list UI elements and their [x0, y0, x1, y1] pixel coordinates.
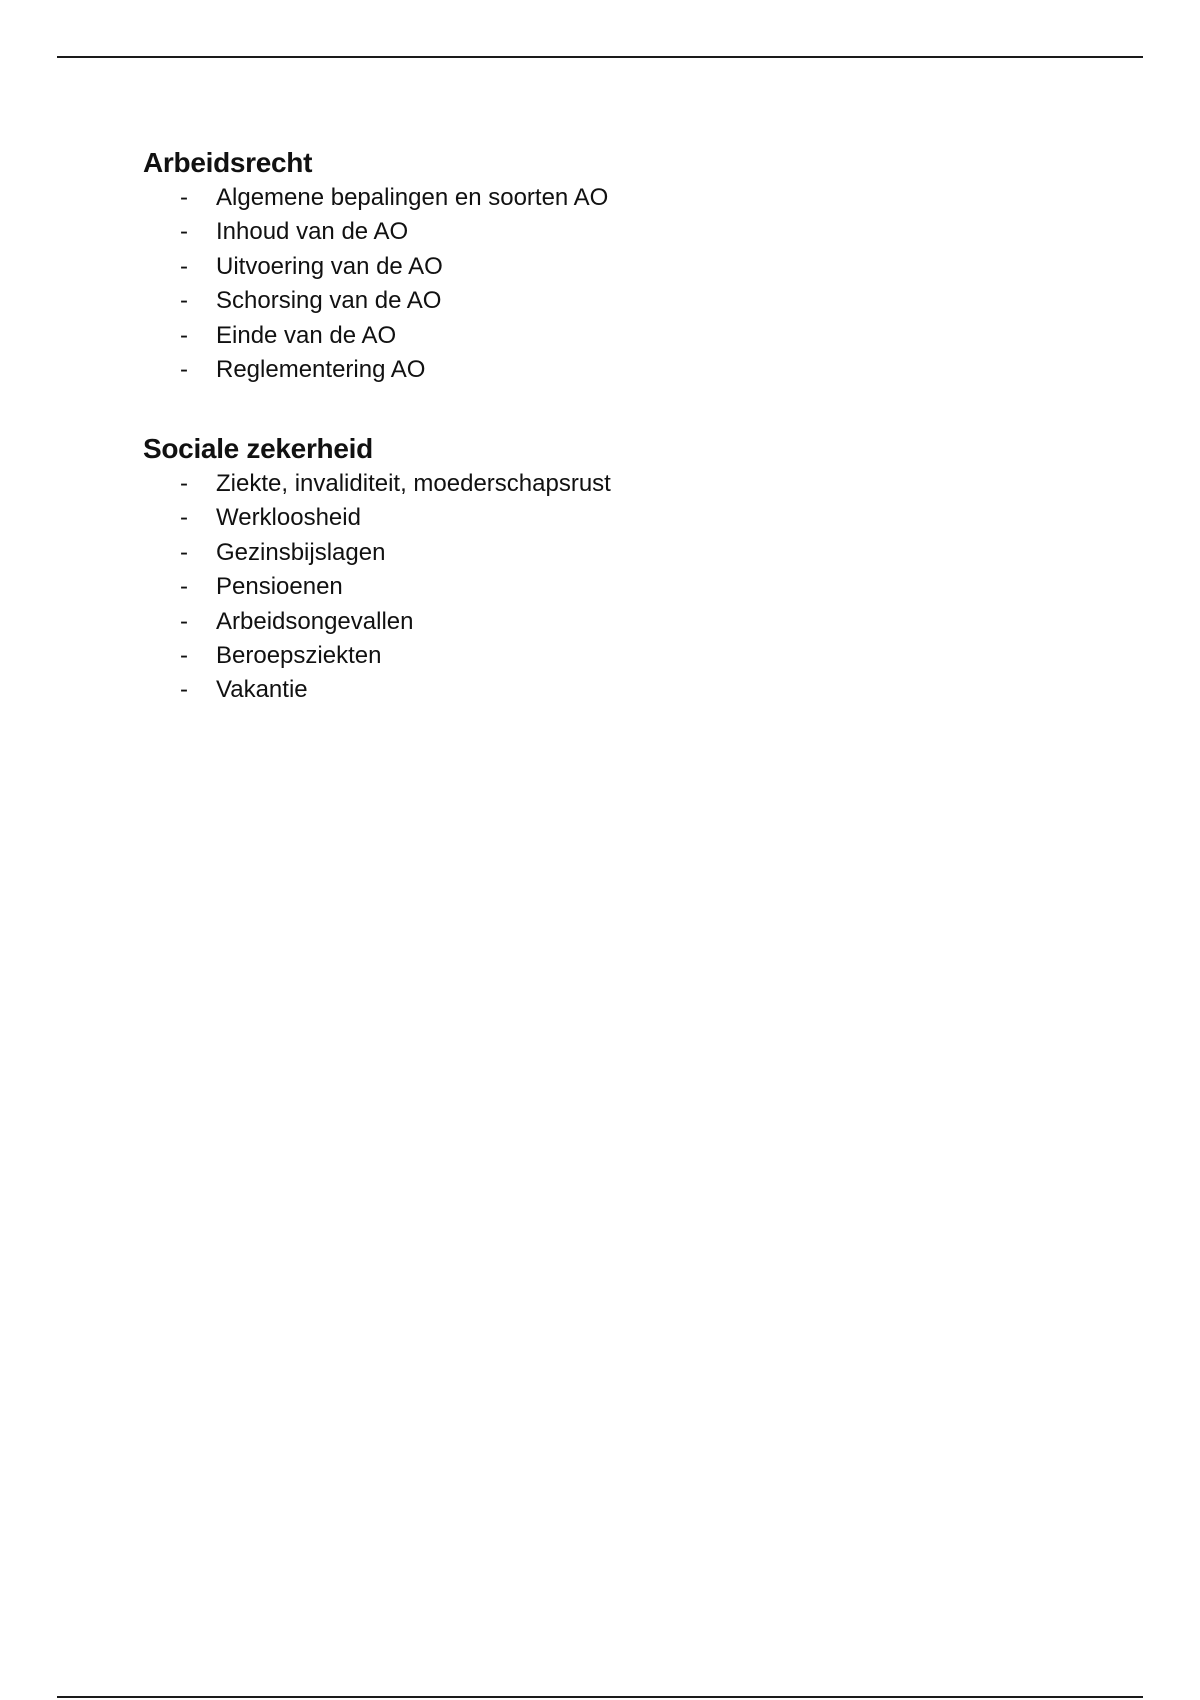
list-item [143, 250, 443, 284]
list-item [143, 467, 611, 501]
list-item [143, 181, 609, 215]
dash-bullet: - [180, 321, 188, 349]
list-item-text: Pensioenen [216, 573, 343, 601]
bottom-rule [57, 1696, 1143, 1698]
dash-bullet: - [180, 355, 188, 383]
dash-bullet: - [180, 538, 188, 566]
section-sociale-zekerheid [143, 432, 611, 708]
list-item-text: Werkloosheid [216, 504, 361, 532]
list-item-text: Ziekte, invaliditeit, moederschapsrust [216, 470, 611, 497]
top-rule [57, 56, 1143, 58]
list-item-text: Vakantie [216, 676, 308, 704]
dash-bullet: - [180, 287, 188, 315]
list-item [143, 639, 382, 673]
bullet-list [143, 467, 611, 708]
dash-bullet: - [180, 607, 188, 635]
dash-bullet: - [180, 184, 188, 211]
list-item-text: Beroepsziekten [216, 641, 382, 669]
list-item [143, 570, 373, 604]
list-item-text: Schorsing van de AO [216, 287, 442, 315]
dash-bullet: - [180, 676, 188, 704]
list-item [143, 353, 426, 387]
list-item [143, 215, 409, 249]
bullet-list [143, 181, 609, 387]
list-item-text: Inhoud van de AO [216, 218, 409, 246]
list-item-text: Algemene bepalingen en soorten AO [216, 184, 609, 211]
dash-bullet: - [180, 470, 188, 497]
section-heading: Arbeidsrecht [143, 147, 313, 178]
dash-bullet: - [180, 504, 188, 532]
dash-bullet: - [180, 573, 188, 601]
list-item [143, 501, 373, 535]
list-item-text: Gezinsbijslagen [216, 538, 386, 566]
section-heading: Sociale zekerheid [143, 433, 373, 464]
dash-bullet: - [180, 218, 188, 246]
list-item [143, 673, 373, 707]
list-item [143, 284, 442, 318]
list-item-text: Arbeidsongevallen [216, 607, 414, 635]
section-arbeidsrecht [143, 146, 609, 387]
list-item-text: Reglementering AO [216, 355, 426, 383]
list-item-text: Uitvoering van de AO [216, 252, 443, 280]
list-item [143, 319, 397, 353]
list-item [143, 605, 414, 639]
dash-bullet: - [180, 641, 188, 669]
list-item [143, 536, 386, 570]
dash-bullet: - [180, 252, 188, 280]
list-item-text: Einde van de AO [216, 321, 397, 349]
